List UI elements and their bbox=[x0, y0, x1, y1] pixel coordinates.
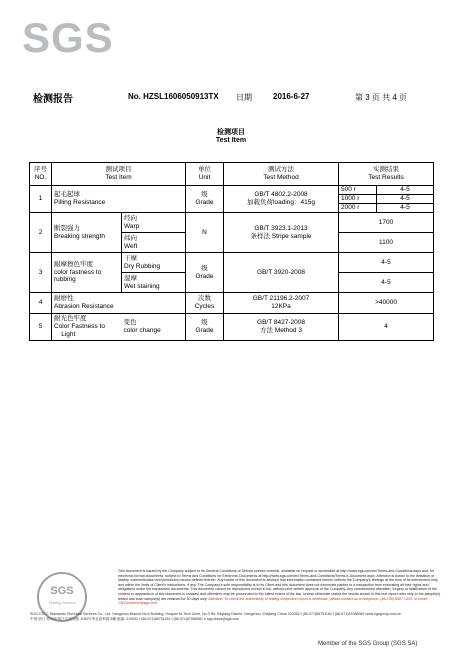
result-value: 4-5 bbox=[339, 273, 434, 293]
table-row bbox=[30, 253, 434, 273]
table-row bbox=[30, 213, 434, 233]
disclaimer-text: This document is issued by the Company subject to its General Conditions of Service printed overleaf, available on request or accessible at http://www.sgs.com/en/Terms-and-Conditions.aspx and, for electronic format documents, subject to Terms and Conditions for Electronic Documents at http://www.sgs.com/en/Terms-and-Conditions/Terms-e-Document.aspx. Attention is drawn to the limitation of liability, indemnification and jurisdiction issues defined therein. Any holder of this document is advised that information contained hereon reflects the Company's findings at the time of its intervention only and within the limits of Client's instructions, if any. The Company's sole responsibility is to its Client and this document does not exonerate parties to a transaction from exercising all their rights and obligations under the transaction documents. This document cannot be reproduced except in full, without prior written approval of the Company. Any unauthorized alteration, forgery or falsification of the content or appearance of this document is unlawful and offenders may be prosecuted to the fullest extent of the law. Unless otherwise stated the results shown in this test report refer only to the sample(s) tested and such sample(s) are retained for 30 days only. bbox=[118, 569, 441, 601]
result-value: 4-5 bbox=[377, 186, 434, 195]
test-method: GB/T 8427-2008 方法 Method 3 bbox=[224, 314, 339, 341]
result-value: 4-5 bbox=[377, 204, 434, 213]
address-cn: 中国·浙江·杭州市滨江区滨安路 1180号华业高科园 8幢 邮编: 310052 t (86-571)86751181 f (86-571)87088981 e sgs.china@sgs.com bbox=[30, 617, 240, 621]
test-method: GB/T 3923.1-2013 条样法 Stripe sample bbox=[224, 213, 339, 253]
col-unit: 单位 Unit bbox=[186, 163, 224, 186]
test-method: GB/T 3920-2008 bbox=[224, 253, 339, 293]
table-header-row bbox=[30, 163, 434, 186]
authenticity-warning: Attention: To check the authenticity of testing /inspection report & certificate, please contact us at telephone: (86-755) 8307 1443, or email: CN.Doccheck@sgs.com bbox=[118, 596, 428, 606]
unit: 级 Grade bbox=[186, 253, 224, 293]
result-value: 1700 bbox=[339, 213, 434, 233]
row-number: 5 bbox=[30, 314, 52, 341]
unit: 次数 Cycles bbox=[186, 293, 224, 314]
date-label: 日期 bbox=[236, 93, 252, 102]
footer-address bbox=[30, 612, 442, 622]
date-value: 2016-6-27 bbox=[273, 92, 310, 101]
report-number: No. HZSL1606050913TX bbox=[128, 92, 219, 101]
report-title: 检测报告 bbox=[33, 94, 73, 105]
address-en: SGS-CSTC Standards Technical Services Co., Ltd. Hangzhou Branch No.8 Building, Huayan Hi-Tech Zone, No.3 Rd. Binjiang District, Hangzhou, Zhejiang China 310052 t (86-571)86751181 f (86-571)87088981 www.sgsgroup.com.cn bbox=[30, 612, 402, 616]
sub-item-warp: 经向 Warp bbox=[122, 213, 186, 233]
table-row bbox=[30, 186, 434, 195]
result-value: >40000 bbox=[339, 293, 434, 314]
table-row bbox=[30, 293, 434, 314]
seal-subtext: Testing Service bbox=[48, 600, 76, 605]
page-info: 第 3 页 共 4 页 bbox=[355, 93, 408, 102]
test-item: 耐摩擦色牢度 color fastness to rubbing bbox=[52, 253, 122, 293]
row-number: 1 bbox=[30, 186, 52, 213]
results-table bbox=[29, 162, 434, 341]
row-number: 3 bbox=[30, 253, 52, 293]
result-value: 1100 bbox=[339, 233, 434, 253]
sub-item-color-change: 变色 color change bbox=[122, 314, 186, 341]
seal-text: SGS bbox=[50, 585, 74, 597]
cycles-label: 500 r bbox=[339, 186, 377, 195]
col-results: 实测结果 Test Results bbox=[339, 163, 434, 186]
sub-item-dry: 干摩 Dry Rubbing bbox=[122, 253, 186, 273]
col-method: 测试方法 Test Method bbox=[224, 163, 339, 186]
member-text: Member of the SGS Group (SGS SA) bbox=[318, 641, 418, 647]
col-no: 序号 NO. bbox=[30, 163, 52, 186]
result-value: 4-5 bbox=[377, 195, 434, 204]
row-number: 2 bbox=[30, 213, 52, 253]
test-item: 耐磨性 Abrasion Resistance bbox=[52, 293, 186, 314]
footer-disclaimer bbox=[118, 569, 443, 606]
test-method: GB/T 4802.2-2008 加载负荷loading：415g bbox=[224, 186, 339, 213]
sub-item-weft: 纬向 Weft bbox=[122, 233, 186, 253]
sub-item-wet: 湿摩 Wet staining bbox=[122, 273, 186, 293]
test-item: 耐光色牢度 Color Fastness to Light bbox=[52, 314, 122, 341]
section-title-cn: 检测项目 bbox=[217, 129, 245, 136]
result-value: 4-5 bbox=[339, 253, 434, 273]
unit: N bbox=[186, 213, 224, 253]
result-value: 4 bbox=[339, 314, 434, 341]
cycles-label: 2000 r bbox=[339, 204, 377, 213]
unit: 级 Grade bbox=[186, 314, 224, 341]
unit: 级 Grade bbox=[186, 186, 224, 213]
cycles-label: 1000 r bbox=[339, 195, 377, 204]
test-method: GB/T 21196.2-2007 12KPa bbox=[224, 293, 339, 314]
table-row bbox=[30, 314, 434, 341]
row-number: 4 bbox=[30, 293, 52, 314]
test-item: 起毛起球 Pilling Resistance bbox=[52, 186, 186, 213]
section-title-en: Test Item bbox=[215, 137, 247, 144]
col-test-item: 测试项目 Test Item bbox=[52, 163, 186, 186]
test-item: 断裂强力 Breaking strength bbox=[52, 213, 122, 253]
sgs-logo: SGS bbox=[22, 14, 114, 61]
